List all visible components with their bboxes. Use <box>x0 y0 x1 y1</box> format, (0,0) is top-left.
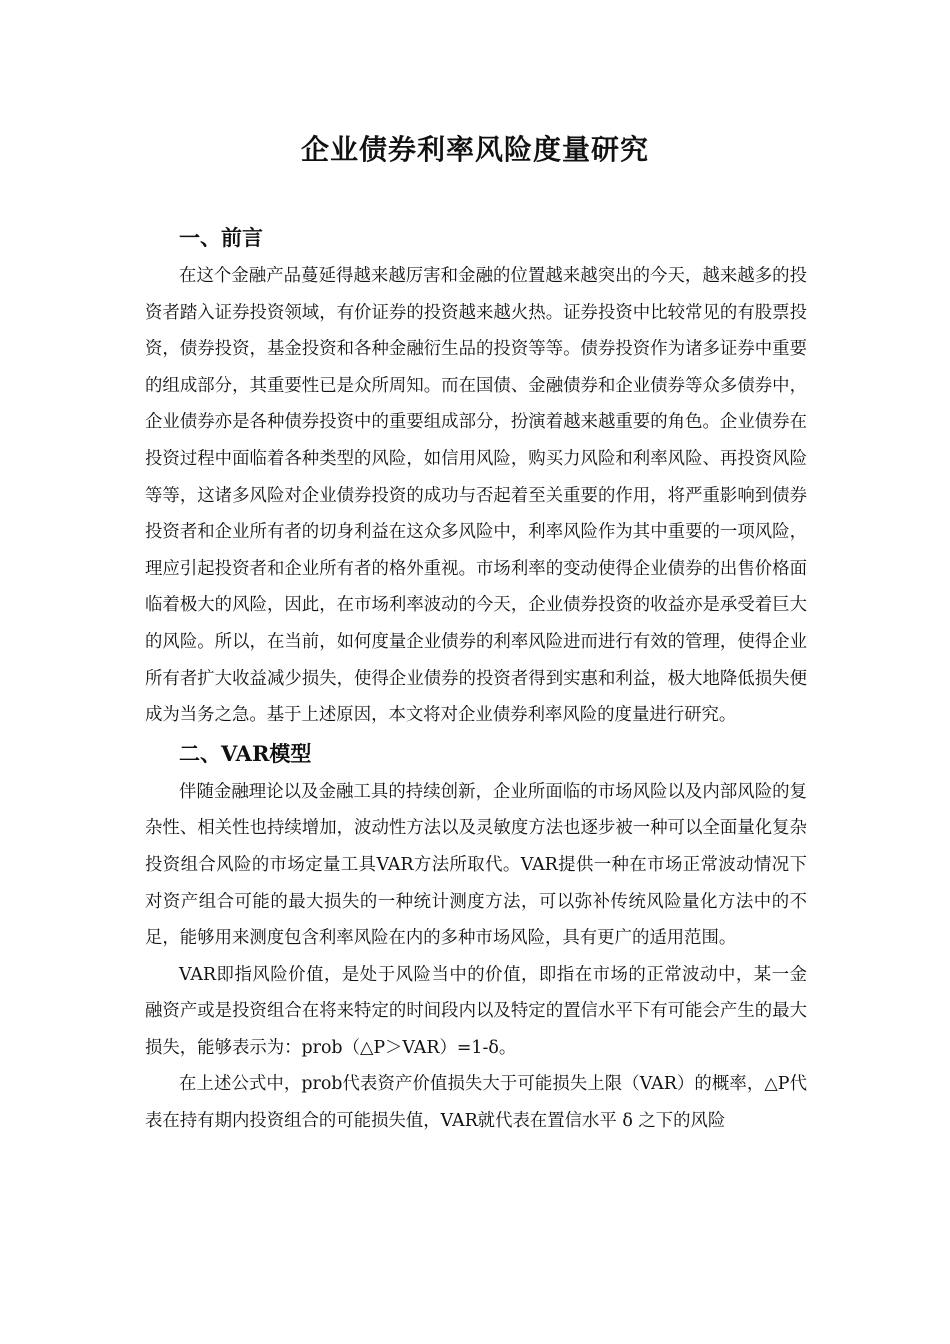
section-heading-var-model: 二、VAR模型 <box>179 740 312 766</box>
document-title: 企业债券利率风险度量研究 <box>300 133 649 166</box>
paragraph-var-definition: VAR即指风险价值，是处于风险当中的价值，即指在市场的正常波动中，某一金融资产或是投资组合在将来特定的时间段内以及特定的置信水平下有可能会产生的最大损失，能够表示为：prob（△P＞VAR）=1-δ。 <box>145 964 807 1058</box>
section-heading-preface: 一、前言 <box>179 225 263 250</box>
document-body <box>145 218 807 1140</box>
paragraph-var-intro: 伴随金融理论以及金融工具的持续创新，企业所面临的市场风险以及内部风险的复杂性、相关性也持续增加，波动性方法以及灵敏度方法也逐步被一种可以全面量化复杂投资组合风险的市场定量工具VAR方法所取代。VAR提供一种在市场正常波动情况下对资产组合可能的最大损失的一种统计测度方法，可以弥补传统风险量化方法中的不足，能够用来测度包含利率风险在内的多种市场风险，具有更广的适用范围。 <box>145 781 807 949</box>
paragraph-preface: 在这个金融产品蔓延得越来越厉害和金融的位置越来越突出的今天，越来越多的投资者踏入证券投资领域，有价证券的投资越来越火热。证券投资中比较常见的有股票投资，债券投资，基金投资和各种金融衍生品的投资等等。债券投资作为诸多证券中重要的组成部分，其重要性已是众所周知。而在国债、金融债券和企业债券等众多债券中，企业债券亦是各种债券投资中的重要组成部分，扮演着越来越重要的角色。企业债券在投资过程中面临着各种类型的风险，如信用风险，购买力风险和利率风险、再投资风险等等，这诸多风险对企业债券投资的成功与否起着至关重要的作用，将严重影响到债券投资者和企业所有者的切身利益在这众多风险中，利率风险作为其中重要的一项风险，理应引起投资者和企业所有者的格外重视。市场利率的变动使得企业债券的出售价格面临着极大的风险，因此，在市场利率波动的今天，企业债券投资的收益亦是承受着巨大的风险。所以，在当前，如何度量企业债券的利率风险进而进行有效的管理，使得企业所有者扩大收益减少损失，使得企业债券的投资者得到实惠和利益，极大地降低损失便成为当务之急。基于上述原因，本文将对企业债券利率风险的度量进行研究。 <box>145 266 807 726</box>
paragraph-var-formula-explanation: 在上述公式中，prob代表资产价值损失大于可能损失上限（VAR）的概率，△P代表在持有期内投资组合的可能损失值，VAR就代表在置信水平 δ 之下的风险 <box>145 1074 807 1132</box>
